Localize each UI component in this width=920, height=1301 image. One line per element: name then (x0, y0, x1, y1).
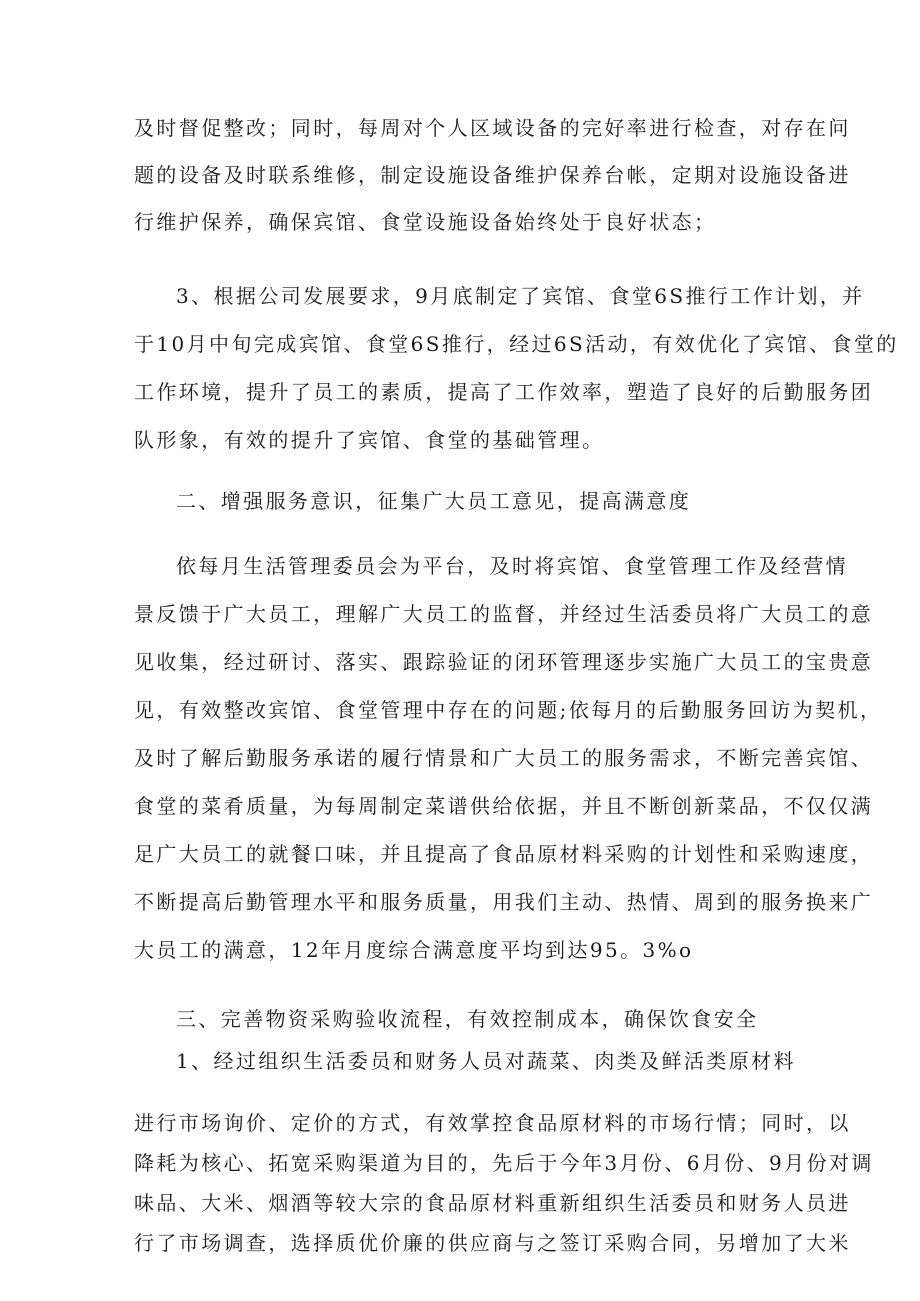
text-line: 景反馈于广大员工，理解广大员工的监督，并经过生活委员将广大员工的意 (134, 602, 874, 626)
text-line: 依每月生活管理委员会为平台，及时将宾馆、食堂管理工作及经营情 (176, 554, 848, 578)
text-line: 行了市场调查，选择质优价廉的供应商与之签订采购合同，另增加了大米 (134, 1231, 851, 1255)
text-line: 进行市场询价、定价的方式，有效掌控食品原材料的市场行情；同时，以 (134, 1111, 851, 1135)
section-heading-service (134, 477, 794, 525)
text-line: 及时督促整改；同时，每周对个人区域设备的完好率进行检查，对存在问 (134, 116, 851, 140)
text-line: 队形象，有效的提升了宾馆、食堂的基础管理。 (134, 428, 605, 452)
paragraph-purchasing-detail (134, 1103, 874, 1263)
paragraph-maintenance-continued (134, 105, 851, 246)
text-line: 二、增强服务意识，征集广大员工意见，提高满意度 (176, 489, 692, 513)
section-heading-purchasing (134, 995, 794, 1043)
text-line: 三、完善物资采购验收流程，有效控制成本，确保饮食安全 (176, 1007, 759, 1031)
text-line: 于10月中旬完成宾馆、食堂6S推行，经过6S活动，有效优化了宾馆、食堂的 (134, 332, 899, 356)
paragraph-6s-implementation (134, 272, 899, 464)
text-line: 食堂的菜肴质量，为每周制定菜谱供给依据，并且不断创新菜品，不仅仅满 (134, 794, 874, 818)
text-line: 及时了解后勤服务承诺的履行情景和广大员工的服务需求，不断完善宾馆、 (134, 746, 874, 770)
text-line: 见，有效整改宾馆、食堂管理中存在的问题;依每月的后勤服务回访为契机， (134, 698, 883, 722)
text-line: 行维护保养，确保宾馆、食堂设施设备始终处于良好状态； (134, 210, 717, 234)
text-line: 足广大员工的就餐口味，并且提高了食品原材料采购的计划性和采购速度， (134, 842, 874, 866)
text-line: 题的设备及时联系维修，制定设施设备维护保养台帐，定期对设施设备进 (134, 163, 851, 187)
text-line: 味品、大米、烟酒等较大宗的食品原材料重新组织生活委员和财务人员进 (134, 1191, 851, 1215)
paragraph-service-awareness (134, 542, 883, 974)
paragraph-purchasing-intro (134, 1037, 794, 1085)
text-line: 不断提高后勤管理水平和服务质量，用我们主动、热情、周到的服务换来广 (134, 890, 874, 914)
text-line: 工作环境，提升了员工的素质，提高了工作效率，塑造了良好的后勤服务团 (134, 380, 874, 404)
text-line: 3、根据公司发展要求，9月底制定了宾馆、食堂6S推行工作计划，并 (176, 284, 865, 308)
text-line: 见收集，经过研讨、落实、跟踪验证的闭环管理逐步实施广大员工的宝贵意 (134, 650, 874, 674)
text-line: 降耗为核心、拓宽采购渠道为目的，先后于今年3月份、6月份、9月份对调 (134, 1151, 874, 1175)
text-line: 1、经过组织生活委员和财务人员对蔬菜、肉类及鲜活类原材料 (176, 1049, 796, 1073)
text-line: 大员工的满意，12年月度综合满意度平均到达95。3%o (134, 938, 694, 962)
